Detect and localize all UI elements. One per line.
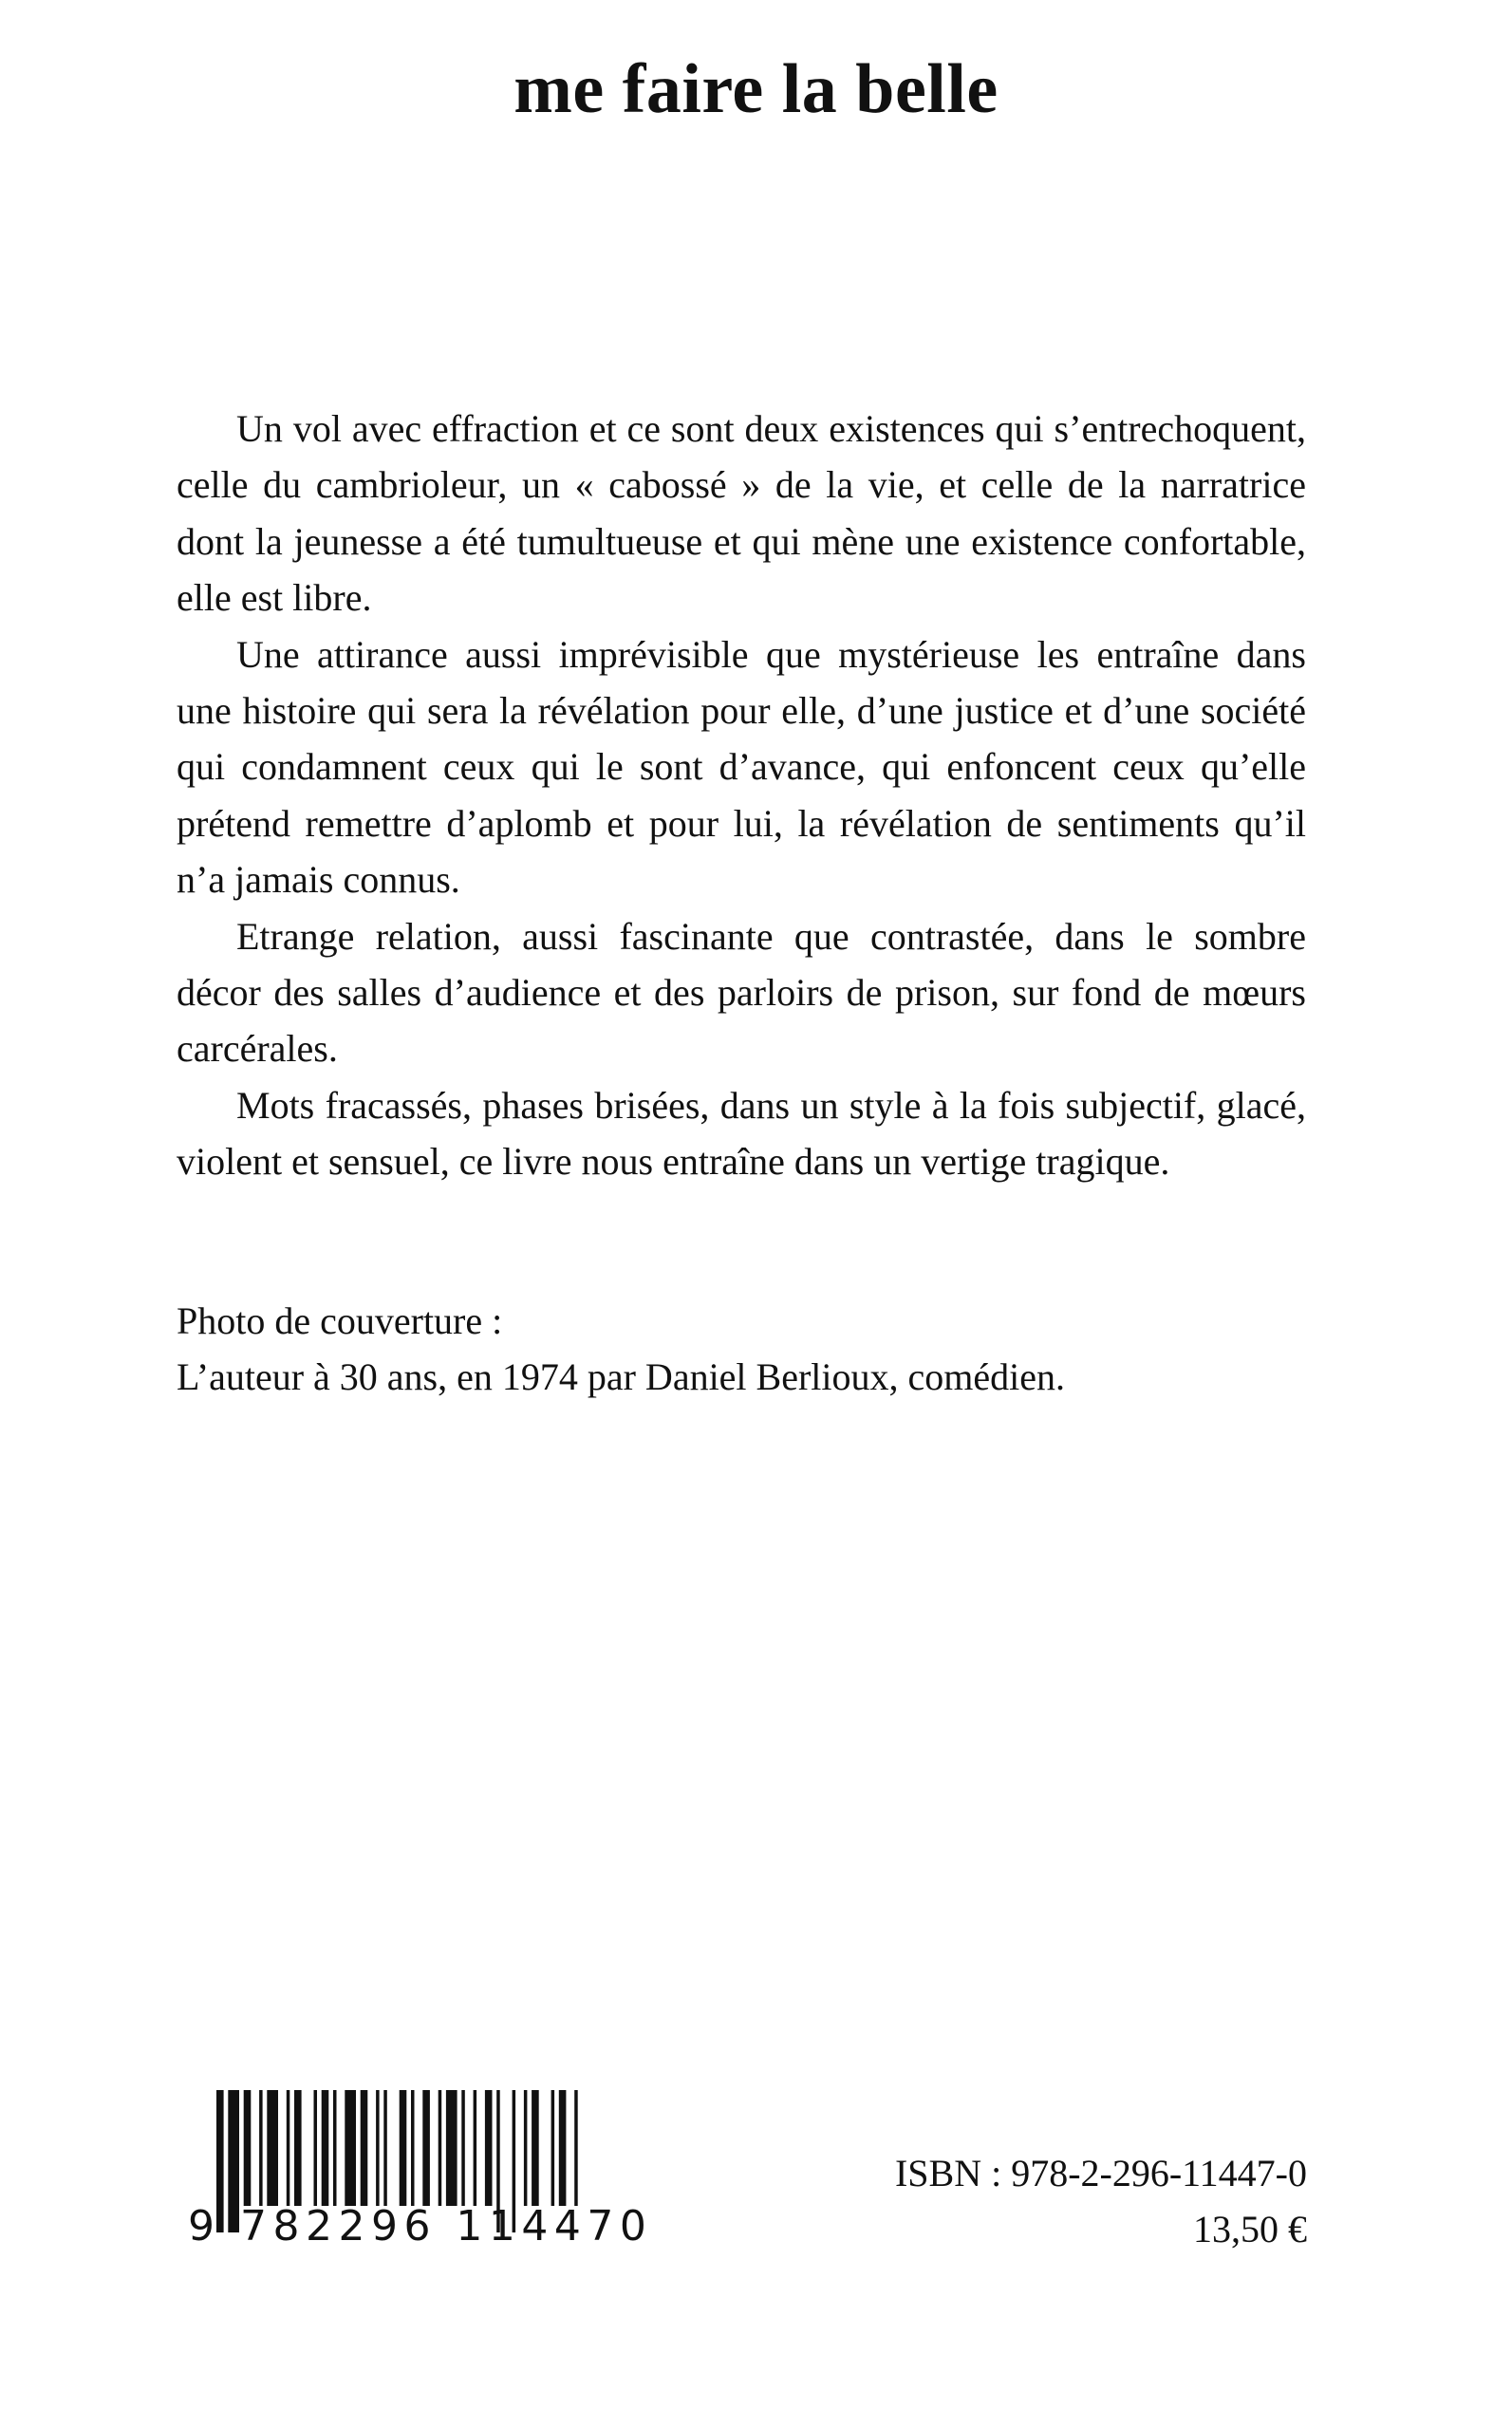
barcode-bar	[333, 2090, 337, 2206]
blurb-paragraph: Une attirance aussi imprévisible que mystérieuse les entraîne dans une histoire qui sera la révélation pour elle, d’une justice et d’une société qui condamnent ceux qui le sont d’avance, qui enfoncent ceux qu’elle prétend remettre d’aplomb et pour lui, la révélation de sentiments qu’il n’a jamais connus.	[177, 632, 1306, 902]
photo-credit-text: L’auteur à 30 ans, en 1974 par Daniel Berlioux, comédien.	[177, 1355, 1066, 1398]
barcode-bar	[376, 2090, 380, 2206]
barcode-bar	[322, 2090, 329, 2206]
barcode-bar	[574, 2090, 578, 2206]
barcode-bar	[267, 2090, 278, 2206]
barcode-bar	[361, 2090, 368, 2206]
barcode-bar	[244, 2090, 252, 2206]
barcode-bar	[314, 2090, 318, 2206]
barcode-bar	[524, 2090, 528, 2206]
blurb-paragraph: Un vol avec effraction et ce sont deux existences qui s’entrechoquent, celle du cambrioleur, un « cabossé » de la vie, et celle de la narratrice dont la jeunesse a été tumultueuse et qui mène une existence confortable, elle est libre.	[177, 407, 1306, 620]
barcode-bar	[559, 2090, 567, 2206]
barcode	[188, 2086, 653, 2257]
photo-credit-heading: Photo de couverture :	[177, 1299, 503, 1342]
blurb-paragraph: Etrange relation, aussi fascinante que contrastée, dans le sombre décor des salles d’audience et des parloirs de prison, sur fond de mœurs carcérales.	[177, 914, 1306, 1071]
photo-credit	[177, 1293, 1065, 1405]
barcode-bar	[287, 2090, 290, 2206]
book-title: me faire la belle	[513, 50, 999, 128]
barcode-bar	[294, 2090, 302, 2206]
barcode-bar	[345, 2090, 356, 2206]
barcode-bar	[485, 2090, 493, 2206]
barcode-bar	[259, 2090, 263, 2206]
blurb-paragraph: Mots fracassés, phases brisées, dans un style à la fois subjectif, glacé, violent et sensuel, ce livre nous entraîne dans un vertige tragique.	[177, 1083, 1306, 1184]
isbn-block	[895, 2145, 1307, 2257]
barcode-bar	[446, 2090, 457, 2206]
barcode-bar	[400, 2090, 407, 2206]
price: 13,50 €	[1193, 2208, 1307, 2250]
barcode-bar	[439, 2090, 442, 2206]
barcode-bar	[411, 2090, 415, 2206]
barcode-bar	[532, 2090, 539, 2206]
barcode-digits: 9 782296 114470	[188, 2202, 653, 2250]
barcode-bar	[461, 2090, 465, 2206]
barcode-bar	[383, 2090, 387, 2206]
back-cover-blurb	[177, 401, 1306, 1190]
barcode-bar	[422, 2090, 430, 2206]
barcode-bar	[474, 2090, 477, 2206]
isbn-number: ISBN : 978-2-296-11447-0	[894, 2152, 1307, 2194]
barcode-bar	[551, 2090, 555, 2206]
